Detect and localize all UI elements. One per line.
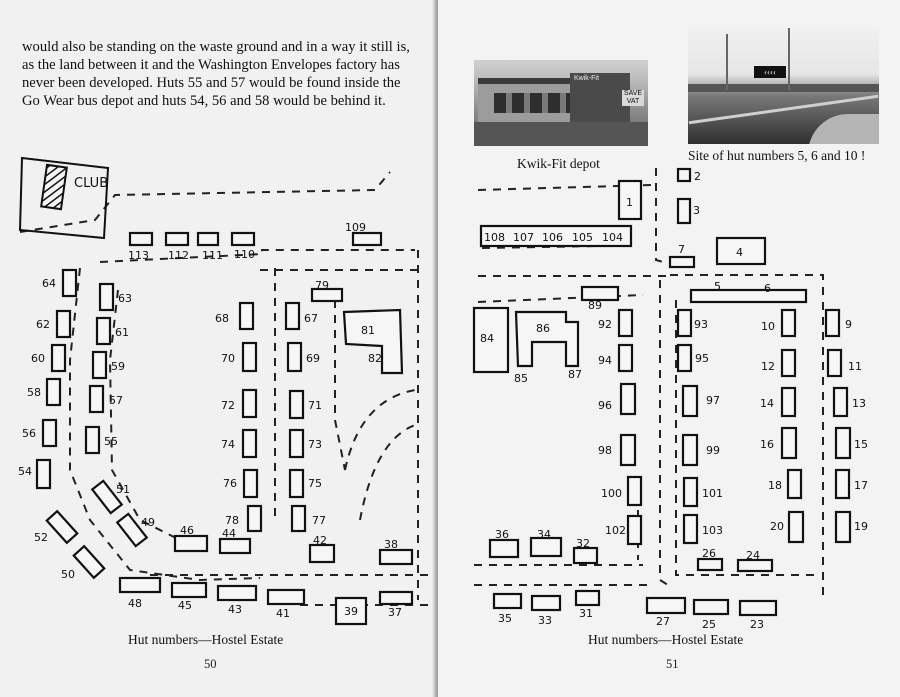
map-caption: Hut numbers—Hostel Estate <box>128 632 284 647</box>
photo-caption-kwik-fit: Kwik-Fit depot <box>517 156 600 171</box>
hut <box>57 311 70 337</box>
hut-label: 111 <box>202 249 223 262</box>
club-label: CLUB <box>74 176 109 191</box>
hut <box>292 506 305 531</box>
hut <box>380 592 412 604</box>
hut <box>353 233 381 245</box>
hut <box>619 310 632 336</box>
paragraph-line: as the land between it and the Washington Envelopes factory has <box>22 57 400 73</box>
hut-label: 60 <box>31 352 45 365</box>
map-path <box>360 425 415 520</box>
hut-label: 25 <box>702 618 716 631</box>
hut-label: 74 <box>221 438 235 451</box>
hut-label: 75 <box>308 477 322 490</box>
hut-label: 31 <box>579 607 593 620</box>
hut <box>678 199 690 223</box>
hut <box>683 435 697 465</box>
hut-label: 100 <box>601 487 622 500</box>
hut <box>220 539 250 553</box>
hut <box>243 430 256 457</box>
hut <box>172 583 206 597</box>
hut-label: 69 <box>306 352 320 365</box>
hut-label: 38 <box>384 538 398 551</box>
hut <box>166 233 188 245</box>
hut-label: 36 <box>495 528 509 541</box>
hut-label: 35 <box>498 612 512 625</box>
hut-label: 7 <box>678 243 685 256</box>
hut <box>684 515 697 543</box>
hut <box>826 310 839 336</box>
hut-label: 32 <box>576 537 590 550</box>
right-page <box>438 0 900 697</box>
hut-label: 63 <box>118 292 132 305</box>
hut-label: 98 <box>598 444 612 457</box>
hut <box>86 427 99 453</box>
hut-label: 23 <box>750 618 764 631</box>
hut-label: 52 <box>34 531 48 544</box>
hut-label: 41 <box>276 607 290 620</box>
hut-label: 5 <box>714 280 721 293</box>
map-path <box>660 280 668 585</box>
right-map <box>438 0 900 697</box>
hut-label: 44 <box>222 527 236 540</box>
hut-label: 70 <box>221 352 235 365</box>
hut-label: 81 <box>361 324 375 337</box>
hut-label: 87 <box>568 368 582 381</box>
hut <box>782 350 795 376</box>
hut-label: 12 <box>761 360 775 373</box>
hut <box>243 390 256 417</box>
hut-label: 26 <box>702 547 716 560</box>
hut <box>93 352 106 378</box>
hut <box>286 303 299 329</box>
hut-label: 45 <box>178 599 192 612</box>
hut-label: 64 <box>42 277 56 290</box>
hut <box>47 511 77 543</box>
hut-label: 96 <box>598 399 612 412</box>
hut-label: 48 <box>128 597 142 610</box>
hut <box>494 594 521 608</box>
hut <box>218 586 256 600</box>
hut <box>516 312 578 366</box>
hut <box>678 169 690 181</box>
hut <box>43 420 56 446</box>
hut-label: 56 <box>22 427 36 440</box>
paragraph-line: would also be standing on the waste ground and in a way it still is, <box>22 39 410 55</box>
hut-label: 107 <box>513 231 534 244</box>
hut-label: 103 <box>702 524 723 537</box>
hut <box>788 470 801 498</box>
map-path <box>335 300 345 470</box>
hut-label: 84 <box>480 332 494 345</box>
hut-label: 108 <box>484 231 505 244</box>
hut <box>232 233 254 245</box>
hut <box>130 233 152 245</box>
hut-label: 15 <box>854 438 868 451</box>
page-number: 50 <box>204 657 217 671</box>
hut-label: 113 <box>128 249 149 262</box>
hut-label: 42 <box>313 534 327 547</box>
hut-label: 2 <box>694 170 701 183</box>
paragraph-line: Go Wear bus depot and huts 54, 56 and 58 would be behind it. <box>22 93 386 109</box>
hut-label: 94 <box>598 354 612 367</box>
hut-label: 57 <box>109 394 123 407</box>
hut-label: 109 <box>345 221 366 234</box>
hut-label: 99 <box>706 444 720 457</box>
hut-label: 101 <box>702 487 723 500</box>
left-page <box>0 0 437 697</box>
hut-label: 11 <box>848 360 862 373</box>
hut-label: 58 <box>27 386 41 399</box>
hut <box>63 270 76 296</box>
hut-label: 76 <box>223 477 237 490</box>
hut <box>628 516 641 544</box>
map-caption: Hut numbers—Hostel Estate <box>588 632 744 647</box>
hut <box>740 601 776 615</box>
hut-label: 13 <box>852 397 866 410</box>
hut-label: 27 <box>656 615 670 628</box>
hut <box>37 460 50 488</box>
hut <box>621 384 635 414</box>
hut <box>290 430 303 457</box>
paragraph-line: never been developed. Huts 55 and 57 would be found inside the <box>22 75 401 91</box>
hut <box>198 233 218 245</box>
hut-label: 62 <box>36 318 50 331</box>
hut <box>691 290 806 302</box>
hut-label: 6 <box>764 282 771 295</box>
hut-label: 89 <box>588 299 602 312</box>
hut-label: 106 <box>542 231 563 244</box>
hut-label: 10 <box>761 320 775 333</box>
page-number: 51 <box>666 657 679 671</box>
hut-label: 82 <box>368 352 382 365</box>
hut-label: 1 <box>626 196 633 209</box>
hut <box>248 506 261 531</box>
hut <box>684 478 697 506</box>
hut <box>290 391 303 418</box>
hut <box>52 345 65 371</box>
hut <box>782 428 796 458</box>
hut-label: 59 <box>111 360 125 373</box>
hut-label: 68 <box>215 312 229 325</box>
hut-label: 20 <box>770 520 784 533</box>
hut <box>240 303 253 329</box>
hut <box>310 545 334 562</box>
hut-label: 4 <box>736 246 743 259</box>
hut-label: 73 <box>308 438 322 451</box>
hut-label: 79 <box>315 279 329 292</box>
hut-label: 24 <box>746 549 760 562</box>
hut <box>380 550 412 564</box>
map-path <box>656 168 663 262</box>
hut <box>628 477 641 505</box>
hut <box>175 536 207 551</box>
hut-label: 78 <box>225 514 239 527</box>
hut-label: 97 <box>706 394 720 407</box>
club-building <box>41 165 67 209</box>
hut <box>678 345 691 371</box>
hut-label: 18 <box>768 479 782 492</box>
hut-label: 102 <box>605 524 626 537</box>
left-map <box>0 0 437 697</box>
hut <box>678 310 691 336</box>
site-chevron-sign: ‹‹‹‹ <box>754 66 786 78</box>
hut-label: 93 <box>694 318 708 331</box>
hut <box>100 284 113 310</box>
hut <box>268 590 304 604</box>
hut <box>828 350 841 376</box>
hut <box>74 546 104 578</box>
hut-label: 112 <box>168 249 189 262</box>
hut-label: 110 <box>234 248 255 261</box>
hut <box>670 257 694 267</box>
hut-label: 9 <box>845 318 852 331</box>
hut <box>694 600 728 614</box>
hut <box>576 591 599 605</box>
hut-label: 104 <box>602 231 623 244</box>
hut-label: 49 <box>141 516 155 529</box>
hut <box>290 470 303 497</box>
hut-label: 55 <box>104 435 118 448</box>
hut-label: 43 <box>228 603 242 616</box>
hut <box>619 345 632 371</box>
hut <box>532 596 560 610</box>
hut <box>836 470 849 498</box>
hut <box>621 435 635 465</box>
hut-label: 85 <box>514 372 528 385</box>
hut-label: 95 <box>695 352 709 365</box>
hut-label: 77 <box>312 514 326 527</box>
hut-label: 46 <box>180 524 194 537</box>
hut-label: 92 <box>598 318 612 331</box>
hut-label: 34 <box>537 528 551 541</box>
depot-banner: SAVE VAT <box>623 90 643 105</box>
hut <box>97 318 110 344</box>
hut <box>782 388 795 416</box>
hut <box>490 540 518 557</box>
hut <box>647 598 685 613</box>
photo-caption-site: Site of hut numbers 5, 6 and 10 ! <box>688 148 866 163</box>
hut <box>243 343 256 371</box>
hut-label: 86 <box>536 322 550 335</box>
hut <box>574 548 597 563</box>
hut-label: 39 <box>344 605 358 618</box>
hut-label: 19 <box>854 520 868 533</box>
hut-label: 67 <box>304 312 318 325</box>
hut-label: 51 <box>116 483 130 496</box>
hut-label: 16 <box>760 438 774 451</box>
hut-label: 61 <box>115 326 129 339</box>
hut <box>782 310 795 336</box>
hut-label: 37 <box>388 606 402 619</box>
hut <box>288 343 301 371</box>
hut <box>244 470 257 497</box>
depot-sign: Kwik-Fit <box>574 75 599 82</box>
hut <box>698 559 722 570</box>
hut-label: 33 <box>538 614 552 627</box>
hut <box>834 388 847 416</box>
hut-label: 17 <box>854 479 868 492</box>
hut-label: 71 <box>308 399 322 412</box>
hut-label: 14 <box>760 397 774 410</box>
hut-label: 3 <box>693 204 700 217</box>
hut <box>120 578 160 592</box>
hut-label: 50 <box>61 568 75 581</box>
hut-label: 54 <box>18 465 32 478</box>
hut <box>836 512 850 542</box>
hut <box>683 386 697 416</box>
hut <box>90 386 103 412</box>
hut <box>47 379 60 405</box>
hut <box>789 512 803 542</box>
hut-label: 72 <box>221 399 235 412</box>
hut <box>836 428 850 458</box>
hut-label: 105 <box>572 231 593 244</box>
